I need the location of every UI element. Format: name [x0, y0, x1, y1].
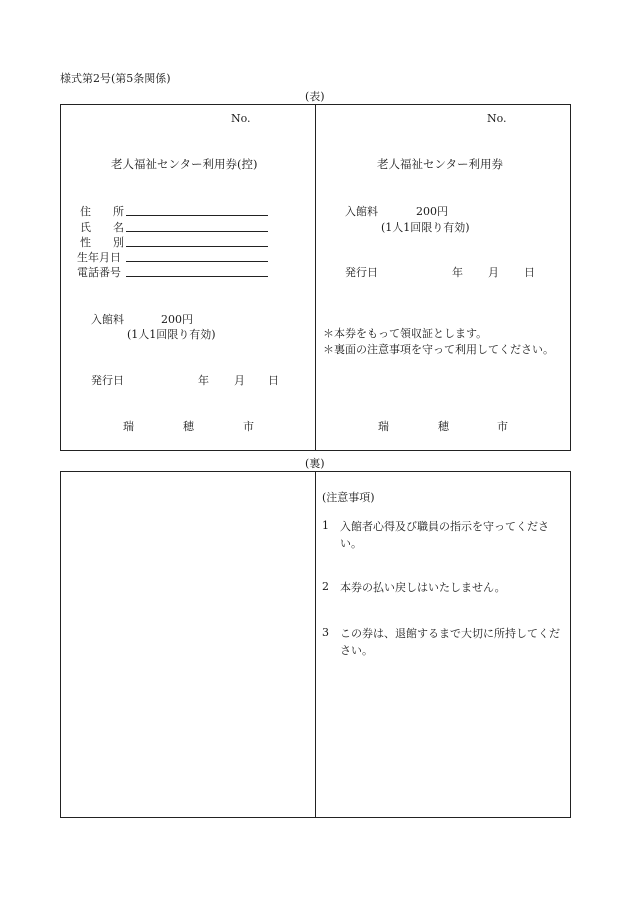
phone-line[interactable] — [126, 276, 268, 277]
stub-month-label: 月 — [234, 374, 245, 387]
ticket-fee-amount: 200円 — [416, 205, 448, 218]
stub-fee-note: (1人1回限り有効) — [127, 328, 216, 341]
notes-heading: (注意事項) — [322, 491, 375, 504]
back-side-label: (裏) — [305, 457, 325, 470]
ticket-city-char-1: 瑞 — [378, 420, 389, 433]
ticket-year-label: 年 — [452, 266, 463, 279]
front-divider — [315, 104, 316, 451]
ticket-notice-receipt: ＊本券をもって領収証とします。 — [323, 327, 488, 340]
stub-city-char-2: 穂 — [183, 420, 194, 433]
name-line[interactable] — [126, 231, 268, 232]
ticket-city-char-3: 市 — [497, 420, 508, 433]
note-3-number: 3 — [322, 626, 329, 639]
ticket-day-label: 日 — [524, 266, 535, 279]
gender-label-2: 別 — [113, 236, 124, 249]
address-label-2: 所 — [113, 205, 124, 218]
ticket-month-label: 月 — [488, 266, 499, 279]
birthdate-line[interactable] — [126, 261, 268, 262]
ticket-notice-rules: ＊裏面の注意事項を守って利用してください。 — [323, 343, 554, 356]
address-line[interactable] — [126, 215, 268, 216]
note-2-text: 本券の払い戻しはいたしません。 — [340, 581, 506, 594]
stub-title: 老人福祉センター利用券(控) — [111, 157, 258, 171]
address-label-1: 住 — [80, 205, 91, 218]
note-1-text: 入館者心得及び職員の指示を守ってください。 — [340, 520, 549, 550]
name-label-2: 名 — [113, 221, 124, 234]
note-1-number: 1 — [322, 519, 329, 532]
name-label-1: 氏 — [80, 221, 91, 234]
stub-city-char-3: 市 — [243, 420, 254, 433]
form-number: 様式第2号(第5条関係) — [60, 72, 171, 85]
back-divider — [315, 471, 316, 818]
note-3-text: この券は、退館するまで大切に所持してください。 — [340, 627, 560, 657]
stub-day-label: 日 — [268, 374, 279, 387]
phone-label: 電話番号 — [77, 266, 121, 279]
stub-year-label: 年 — [198, 374, 209, 387]
stub-issue-date-label: 発行日 — [91, 374, 124, 387]
stub-city-char-1: 瑞 — [123, 420, 134, 433]
ticket-city-char-2: 穂 — [438, 420, 449, 433]
ticket-fee-label: 入館料 — [345, 205, 378, 218]
ticket-fee-note: (1人1回限り有効) — [381, 221, 470, 234]
birthdate-label: 生年月日 — [77, 251, 121, 264]
stub-fee-amount: 200円 — [161, 313, 193, 326]
gender-label-1: 性 — [80, 236, 91, 249]
gender-line[interactable] — [126, 246, 268, 247]
ticket-title: 老人福祉センター利用券 — [377, 157, 504, 171]
stub-no-label: No. — [231, 112, 251, 125]
ticket-no-label: No. — [487, 112, 507, 125]
note-2-number: 2 — [322, 580, 329, 593]
front-side-label: (表) — [305, 90, 325, 103]
stub-fee-label: 入館料 — [91, 313, 124, 326]
ticket-issue-date-label: 発行日 — [345, 266, 378, 279]
